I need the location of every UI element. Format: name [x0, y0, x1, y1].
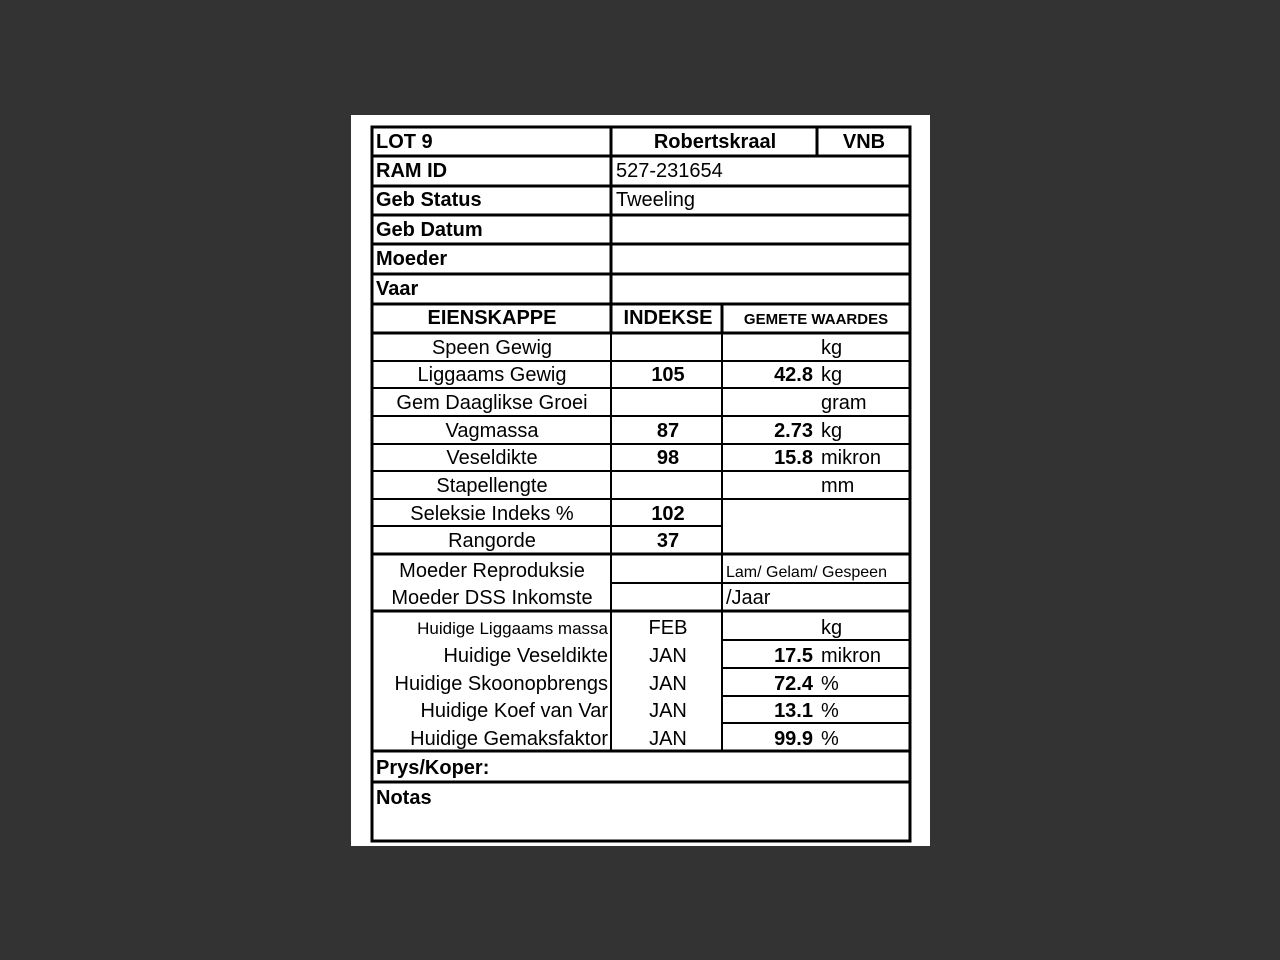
current-row: [410, 728, 839, 750]
trait-value: 15.8: [774, 447, 813, 469]
current-row: [417, 617, 842, 639]
notas-label: Notas: [376, 787, 432, 809]
trait-name: Speen Gewig: [431, 337, 553, 359]
current-unit: %: [821, 700, 839, 722]
current-month: JAN: [649, 645, 687, 667]
moeder-reproduksie-suffix: Lam/ Gelam/ Gespeen: [726, 564, 887, 581]
breeder-code: VNB: [842, 131, 886, 153]
current-row: [443, 645, 881, 667]
rangorde-label: Rangorde: [448, 530, 536, 552]
current-value: 99.9: [774, 728, 813, 750]
trait-name: Liggaams Gewig: [417, 364, 567, 386]
trait-index: 87: [656, 420, 680, 442]
trait-index: 105: [651, 364, 685, 386]
ram-id-value: 527-231654: [616, 160, 723, 182]
lot-card-table: [351, 115, 930, 846]
farm-name: Robertskraal: [653, 131, 777, 153]
moeder-dss-suffix: /Jaar: [726, 587, 771, 609]
trait-unit: mm: [821, 475, 855, 497]
lot-number: LOT 9: [376, 131, 433, 153]
trait-name: Veseldikte: [446, 447, 538, 469]
current-row: [395, 673, 840, 695]
seleksie-indeks-value: 102: [651, 503, 685, 525]
current-month: FEB: [648, 617, 688, 639]
trait-row: [432, 337, 842, 359]
geb-status-label: Geb Status: [376, 189, 482, 211]
trait-name: Gem Daaglikse Groei: [396, 392, 588, 414]
current-name: Huidige Liggaams massa: [417, 619, 608, 638]
trait-unit: kg: [821, 337, 843, 359]
geb-status-value: Tweeling: [616, 189, 695, 211]
current-row: [420, 700, 839, 722]
seleksie-indeks-label: Seleksie Indeks %: [410, 503, 574, 525]
trait-row: [418, 364, 843, 386]
lot-card: [351, 115, 930, 846]
current-name: Huidige Koef van Var: [420, 700, 608, 722]
current-month: JAN: [649, 700, 687, 722]
trait-unit: gram: [821, 392, 867, 414]
trait-index: 98: [656, 447, 680, 469]
current-name: Huidige Gemaksfaktor: [410, 728, 608, 750]
current-name: Huidige Veseldikte: [443, 645, 608, 667]
current-unit: %: [821, 728, 839, 750]
moeder-label: Moeder: [376, 248, 448, 270]
current-value: 17.5: [774, 645, 813, 667]
trait-row: [396, 392, 866, 414]
trait-unit: kg: [821, 420, 843, 442]
current-unit: mikron: [821, 645, 882, 667]
trait-name: Stapellengte: [436, 475, 548, 497]
ram-id-label: RAM ID: [376, 160, 448, 182]
vaar-label: Vaar: [376, 278, 419, 300]
current-month: JAN: [649, 728, 687, 750]
current-value: 72.4: [774, 673, 813, 695]
trait-value: 42.8: [774, 364, 813, 386]
col-header-indekse: INDEKSE: [623, 307, 713, 329]
rangorde-value: 37: [656, 530, 680, 552]
current-unit: %: [821, 673, 839, 695]
trait-unit: mikron: [821, 447, 882, 469]
col-header-gemete-waardes: GEMETE WAARDES: [743, 311, 889, 328]
current-month: JAN: [649, 673, 687, 695]
trait-row: [436, 475, 854, 497]
col-header-eienskappe: EIENSKAPPE: [427, 307, 557, 329]
current-unit: kg: [821, 617, 843, 639]
current-name: Huidige Skoonopbrengs: [394, 673, 608, 695]
moeder-reproduksie-label: Moeder Reproduksie: [399, 560, 585, 582]
trait-unit: kg: [821, 364, 843, 386]
trait-row: [446, 447, 881, 469]
prys-koper-label: Prys/Koper:: [376, 757, 490, 779]
geb-datum-label: Geb Datum: [376, 219, 483, 241]
moeder-dss-label: Moeder DSS Inkomste: [391, 587, 593, 609]
trait-row: [445, 420, 842, 442]
trait-name: Vagmassa: [445, 420, 539, 442]
trait-value: 2.73: [774, 420, 813, 442]
current-value: 13.1: [774, 700, 813, 722]
